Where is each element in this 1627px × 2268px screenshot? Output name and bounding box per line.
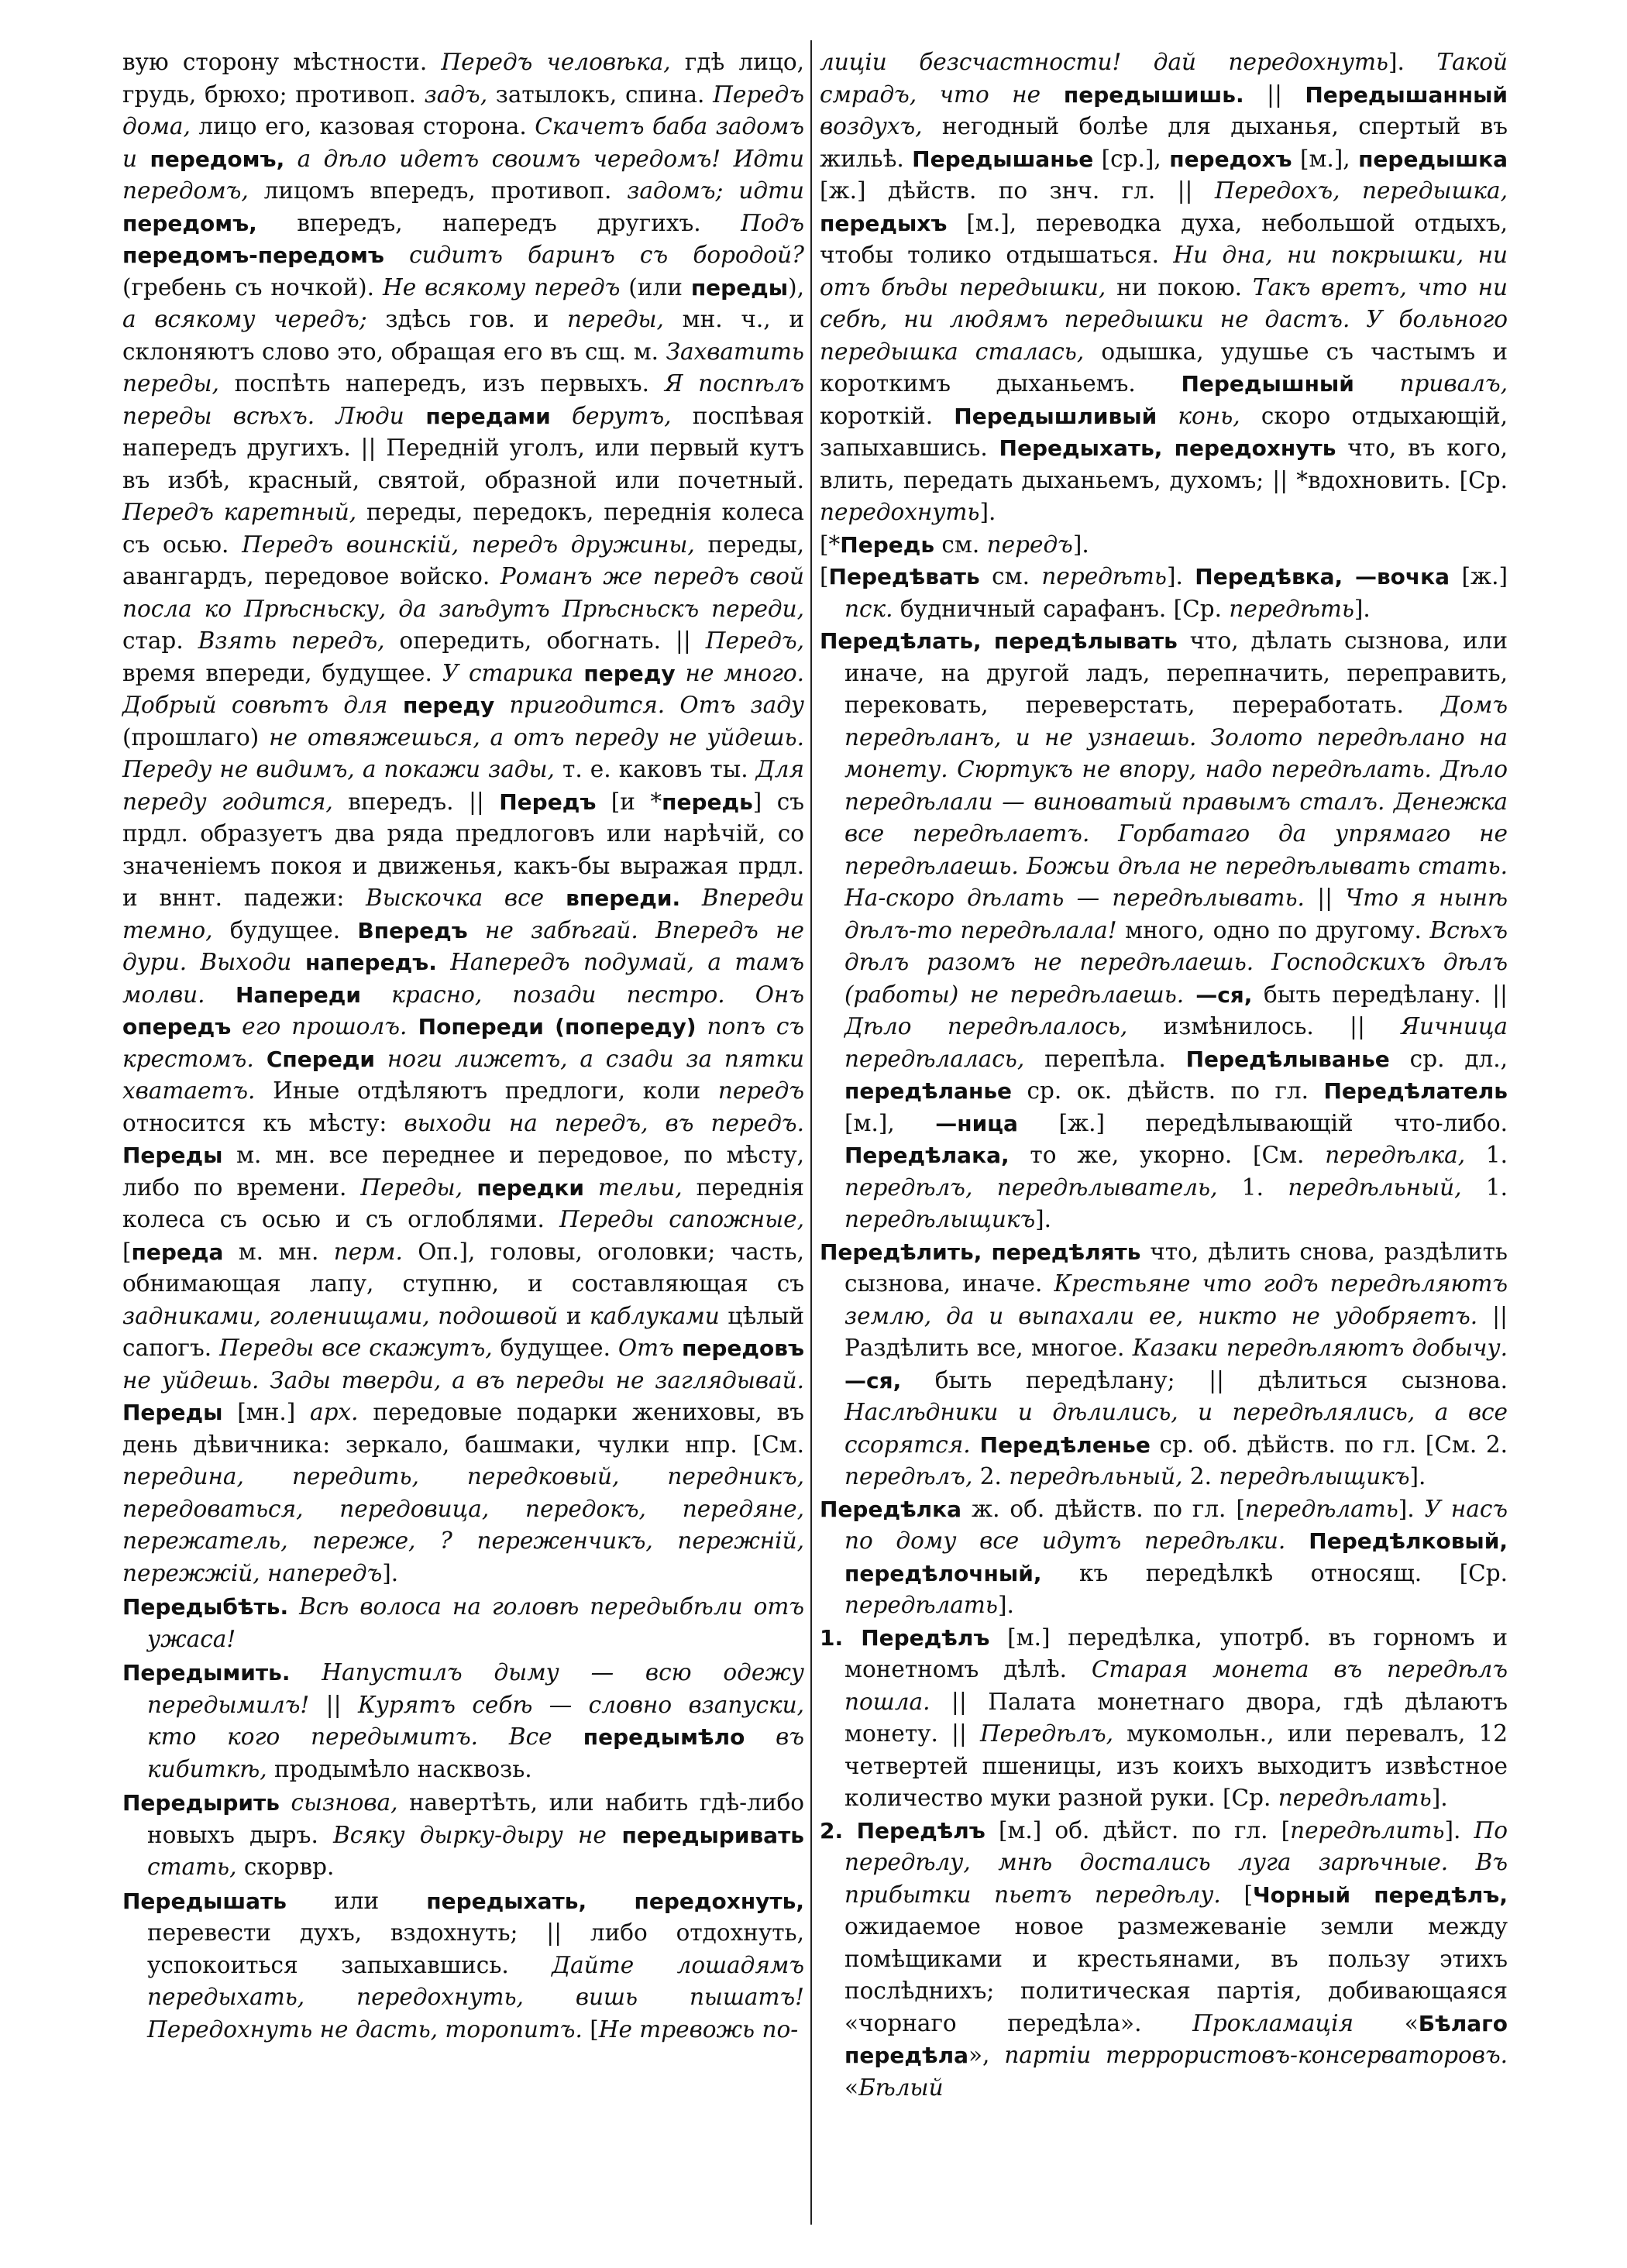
example-text: а всякому чередъ; — [122, 306, 367, 332]
definition-text: м. мн. все переднее и передовое, по мѣсту, либо по времени. — [122, 1142, 804, 1201]
definition-text: вую сторону мѣстности. — [122, 49, 442, 75]
example-text: Передѣлъ, — [979, 1720, 1114, 1747]
example-text: Для переду годится, — [122, 756, 804, 815]
headword: Передышать — [122, 1888, 287, 1914]
headword: Передѣлатель — [1323, 1078, 1508, 1104]
headword: Передѣлака, — [844, 1143, 1010, 1168]
definition-text: ]. — [1398, 1495, 1425, 1522]
definition-text: поспѣвая напередъ другихъ. || Передній уголъ, или первый кутъ въ избѣ, красный, святой, образной или почетный. — [122, 402, 804, 493]
example-text: не отвяжешься, а отъ переду не уйдешь. Переду не видимъ, а покажи зады, — [122, 723, 804, 782]
headword: передь — [662, 789, 753, 815]
definition-text: впередъ, напередъ другихъ. — [256, 209, 741, 236]
headword: Передѣвка, —вочка — [1195, 564, 1450, 589]
headword: —ница — [935, 1110, 1018, 1136]
example-text: передохнуть — [820, 499, 980, 525]
example-text: передѣлать — [1244, 1495, 1398, 1522]
headword: Передѣлить, передѣлять — [820, 1239, 1141, 1265]
definition-text: (или — [620, 273, 691, 301]
example-text: Курятъ себѣ — словно взапуски, кто кого передымитъ. Все — [147, 1691, 804, 1750]
example-text: Что я нынѣ дѣлъ-то передѣлала! — [844, 885, 1508, 943]
definition-text: одышка, удушье съ частымъ и короткимъ дыханьемъ. — [820, 338, 1508, 397]
definition-text: переды, передокъ, переднія колеса съ осью. — [122, 499, 804, 558]
example-text: привалъ, — [1354, 370, 1508, 397]
definition-text: 1. — [1465, 1142, 1508, 1168]
definition-text: [ — [582, 2015, 599, 2043]
definition-text: что, въ кого, влить, передать дыханьемъ, духомъ; || *вдохновить. [Ср. — [820, 435, 1508, 493]
definition-text: затылокъ, спина. — [487, 81, 714, 108]
definition-text: или — [286, 1887, 427, 1914]
definition-text: и — [558, 1302, 590, 1329]
definition-text: || — [1304, 885, 1346, 911]
headword: передовъ — [673, 1335, 804, 1361]
definition-text: гдѣ лицо, грудь, брюхо; противоп. — [122, 49, 804, 108]
headword: 1. Передѣлъ — [820, 1624, 990, 1651]
definition-text: 1. — [1217, 1174, 1288, 1201]
example-text: передѣлыщикъ — [844, 1206, 1036, 1232]
example-text: Бѣлый — [858, 2074, 944, 2101]
example-text: передѣльный, — [1009, 1463, 1183, 1490]
definition-text: [ср.], — [1093, 145, 1170, 172]
headword: Передъ — [499, 789, 597, 815]
headword: Переды — [122, 1400, 223, 1425]
definition-text: быть передѣлану; || дѣлиться сызнова. — [901, 1366, 1508, 1393]
definition-text: будущее. — [212, 916, 358, 943]
example-text: задъ, — [424, 81, 488, 108]
headword: переды — [690, 274, 789, 301]
dictionary-entry — [820, 625, 1508, 1236]
entry-continuation — [122, 46, 804, 1589]
definition-text: ]. — [1388, 49, 1437, 75]
definition-text: || — [309, 1691, 358, 1718]
definition-text: 1. — [1461, 1174, 1508, 1201]
definition-text: см. — [979, 563, 1042, 589]
headword: передыривать — [606, 1822, 805, 1848]
headword: Передѣленье — [970, 1431, 1151, 1458]
definition-text: негодный болѣе для дыханья, спертый въ жильѣ. — [820, 113, 1508, 172]
example-text: передъ — [986, 531, 1073, 558]
example-text: Отъ — [617, 1335, 674, 1361]
headword: Передѣвать — [828, 564, 980, 589]
definition-text: передовые подарки жениховы, въ день дѣвичника: зеркало, башмаки, чулки нпр. [См. — [122, 1399, 804, 1458]
example-text: Ни дна, ни покрышки, ни отъ бѣды передышки, — [820, 242, 1508, 301]
definition-text: « — [1354, 2009, 1419, 2036]
definition-text: скоро отдыхающій, запыхавшись. — [820, 402, 1508, 461]
dictionary-entry — [122, 1591, 804, 1655]
definition-text: [ж.] передѣлывающій что-либо. — [1017, 1109, 1508, 1136]
example-text: выходи на передъ, въ передъ. — [404, 1109, 804, 1136]
headword: Впередъ — [357, 917, 468, 943]
definition-text: короткій. — [820, 402, 955, 429]
definition-text: [ — [820, 563, 829, 589]
definition-text: 2. — [1182, 1463, 1219, 1490]
headword: переда — [131, 1239, 224, 1265]
definition-text: [мн.] — [222, 1399, 311, 1425]
example-text: Передохъ, передышка, — [1214, 177, 1508, 204]
definition-text: переды, авангардъ, передовое войско. — [122, 531, 805, 589]
dictionary-entry — [122, 1657, 804, 1785]
definition-text: [м.], — [1292, 145, 1359, 172]
definition-text: ]. — [1431, 1785, 1448, 1811]
definition-text: къ передѣлкѣ относящ. [Ср. — [1041, 1559, 1508, 1586]
example-text: Романъ же передъ свой посла ко Прѣсньску, да заѣдутъ Прѣсньскъ переди, — [122, 563, 805, 622]
example-text: Передъ дома, — [122, 81, 804, 139]
headword: —ся, — [844, 1367, 902, 1393]
example-text: не забѣгай. Впередъ не дури. Выходи — [122, 916, 804, 975]
definition-text: навертѣть, или набить гдѣ-либо новыхъ дыръ. — [147, 1789, 805, 1848]
headword: переду — [573, 660, 676, 686]
definition-text: здѣсь гов. и — [366, 306, 568, 332]
definition-text: впередъ. || — [332, 788, 500, 815]
headword: Передь — [840, 531, 935, 558]
dictionary-entry — [820, 1815, 1508, 2105]
example-text: Всѣ волоса на головѣ передыбѣли отъ ужаса! — [147, 1593, 804, 1652]
definition-text: [м.], переводка духа, небольшой отдыхъ, чтобы толико отдышаться. — [820, 209, 1508, 268]
definition-text: ]. — [1354, 595, 1371, 622]
definition-text: ] съ прдл. образуетъ два ряда предлоговъ или нарѣчій, со значеніемъ покоя и движенья, какъ-бы выражая прдл. и вннт. падежи: — [122, 788, 804, 911]
headword: напередъ. — [291, 950, 437, 975]
definition-text: ]. — [1072, 531, 1089, 558]
definition-text: [ — [122, 1238, 132, 1265]
definition-text: ]. — [382, 1559, 399, 1586]
definition-text: цѣлый сапогъ. — [122, 1302, 804, 1361]
headword: передѣланье — [844, 1078, 1013, 1104]
definition-text: переднія колеса съ осью и съ оглоблями. — [122, 1174, 804, 1232]
example-text: партіи террористовъ-консерваторовъ. — [1004, 2042, 1508, 2068]
definition-text: [ — [1220, 1881, 1253, 1908]
example-text: передѣть — [1229, 595, 1354, 622]
headword: Передѣлать, передѣлывать — [820, 628, 1178, 654]
example-text: Казаки передѣляютъ добычу. — [1132, 1335, 1508, 1361]
headword: Передымить. — [122, 1660, 291, 1686]
example-text: Дайте лошадямъ передыхать, передохнуть, вишь пышатъ! Передохнуть не дасть, торопитъ. — [147, 1951, 804, 2043]
example-text: Не всякому передъ — [383, 273, 621, 301]
example-text: берутъ, — [550, 402, 672, 429]
example-text: передѣлка, — [1325, 1142, 1466, 1168]
headword: передомъ-передомъ — [122, 242, 384, 268]
example-text: Взять передъ, — [198, 627, 385, 654]
example-text: арх. — [310, 1399, 359, 1425]
definition-text: поспѣть напередъ, изъ первыхъ. — [218, 370, 665, 397]
headword: передыхать, передохнуть, — [426, 1888, 804, 1914]
definition-text: мукомольн., или перевалъ, 12 четвертей пшеницы, изъ коихъ выходитъ извѣстное количество муки разной руки. [Ср. — [844, 1720, 1508, 1811]
example-text: Передъ воинскій, передъ дружины, — [242, 531, 695, 558]
definition-text: что, дѣлать сызнова, или иначе, на другой ладъ, перепначить, переправить, перековать, переверстать, переработать. — [844, 627, 1508, 718]
example-text: передѣлать — [1278, 1785, 1432, 1811]
definition-text: », — [968, 2042, 1005, 2068]
headword: передыхъ — [820, 210, 948, 236]
headword: Передышанный — [1305, 81, 1508, 108]
example-text: Переды все скажутъ, — [219, 1335, 493, 1361]
definition-text: измѣнилось. || — [1127, 1013, 1402, 1040]
definition-text: что, дѣлить снова, раздѣлить сызнова, иначе. — [844, 1238, 1508, 1297]
example-text: Такъ вретъ, что ни себѣ, ни людямъ передышки не дастъ. У больного передышка сталась, — [820, 273, 1508, 365]
example-text: пск. — [844, 595, 893, 622]
definition-text: ]. — [1166, 563, 1195, 589]
example-text: попъ съ крестомъ. — [122, 1013, 805, 1072]
definition-text: много, одно по другому. — [1116, 916, 1430, 943]
headword: Передыхать, передохнуть — [999, 435, 1336, 461]
definition-text: 2. — [972, 1463, 1010, 1490]
example-text: Напустилъ дыму — всю одежу передымилъ! — [147, 1659, 804, 1718]
example-text: ноги лижетъ, а сзади за пятки хватаетъ. — [122, 1045, 804, 1104]
example-text: У старика — [442, 659, 574, 686]
example-text: пригодится. Отъ заду — [494, 692, 805, 718]
headword: Чорный передѣлъ, — [1252, 1881, 1508, 1908]
example-text: сидитъ баринъ съ бородой? — [384, 242, 804, 268]
example-text: конь, — [1157, 402, 1240, 429]
headword: Бѣлаго передѣла — [844, 2010, 1508, 2068]
headword: 2. Передѣлъ — [820, 1817, 985, 1844]
example-text: Такой смрадъ, что не — [820, 49, 1508, 108]
example-text: Крестьяне что годъ передѣляютъ землю, да и выпахали ее, никто не удобряетъ. — [844, 1270, 1508, 1329]
definition-text: т. е. каковъ ты. — [554, 756, 756, 782]
definition-text: [м.] об. дѣйст. по гл. [ — [985, 1816, 1291, 1844]
definition-text: ни покою. — [1106, 273, 1253, 301]
example-text: Яичница передѣлалась, — [844, 1013, 1508, 1072]
example-text: Старая монета въ передѣлъ пошла. — [844, 1656, 1508, 1715]
headword: Напереди — [205, 981, 361, 1008]
headword: —ся, — [1184, 981, 1253, 1008]
definition-text: продымѣло насквозь. — [267, 1755, 532, 1782]
definition-text: [ж.] дѣйств. по знч. гл. || — [820, 177, 1215, 204]
example-text: красно, позади пестро. Онъ — [360, 981, 804, 1008]
example-text: Не тревожь по- — [598, 2015, 799, 2043]
example-text: передъ — [717, 1077, 804, 1104]
example-text: задомъ; идти — [627, 177, 804, 204]
example-text: задниками, голенищами, подошвой — [122, 1302, 559, 1329]
headword: Передышный — [1181, 371, 1354, 397]
example-text: Передъ каретный, — [122, 499, 357, 525]
definition-text: то же, укорно. [См. — [1009, 1142, 1326, 1168]
example-text: Переды, — [360, 1174, 463, 1201]
example-text: передѣлъ, передѣлыватель, — [844, 1174, 1218, 1201]
dictionary-entry — [820, 1493, 1508, 1622]
headword: Передышливый — [954, 403, 1157, 429]
definition-text: перевести духъ, вздохнуть; || либо отдохнуть, успокоиться запыхавшись. — [147, 1919, 804, 1978]
example-text: передѣлить — [1290, 1816, 1445, 1844]
example-text: Скачетъ баба задомъ и — [122, 113, 804, 172]
definition-text: [м.], — [844, 1109, 936, 1136]
headword: Передѣлка — [820, 1496, 962, 1522]
example-text: Передъ, — [705, 627, 804, 654]
example-text: сызнова, — [280, 1789, 398, 1816]
example-text: Подъ — [741, 209, 804, 236]
definition-text: быть передѣлану. || — [1252, 981, 1508, 1008]
example-text: Всѣхъ дѣлъ разомъ не передѣлаешь. Господскихъ дѣлъ (работы) не передѣлаешь. — [844, 916, 1508, 1008]
dictionary-entry — [820, 1622, 1508, 1815]
definition-text: || Палата монетнаго двора, гдѣ дѣлаютъ монету. || — [844, 1688, 1508, 1747]
example-text: каблуками — [590, 1302, 720, 1329]
dictionary-entry — [820, 561, 1508, 625]
definition-text: ср. дл., — [1389, 1045, 1508, 1072]
example-text: не уйдешь. Зады тверди, а въ переды не заглядывай. — [122, 1366, 804, 1393]
example-text: Дѣло передѣлалось, — [844, 1013, 1128, 1040]
definition-text: (прошлаго) — [122, 723, 270, 751]
headword: передомъ, — [122, 210, 257, 236]
headword: передохъ — [1169, 146, 1292, 172]
example-text: Выскочка все — [366, 885, 545, 911]
definition-text: ]. — [1444, 1816, 1474, 1844]
headword: переду — [387, 692, 495, 718]
example-text: Домъ передѣланъ, и не узнаешь. Золото передѣлано на монету. Сюртукъ не впору, надо передѣлать. Дѣло передѣлали — виноватый правымъ сталъ. Денежка все передѣлаетъ. Горбатаго да упрямаго не передѣлаешь. Божьи дѣла не передѣлывать стать. На-скоро дѣлать — передѣлывать. — [844, 692, 1508, 911]
example-text: передѣлать — [844, 1592, 998, 1618]
definition-text: ), — [788, 273, 805, 301]
headword: впереди. — [544, 885, 681, 911]
definition-text: см. — [934, 531, 987, 558]
definition-text: ожидаемое новое размежеваніе земли между помѣщиками и крестьянами, въ пользу этихъ послѣднихъ; политическая партія, добивающаяся «чорнаго передѣла». — [844, 1913, 1508, 2036]
example-text: У насъ по дому все идутъ передѣлки. — [844, 1495, 1508, 1554]
headword: опередъ — [122, 1014, 232, 1040]
definition-text: мн. ч., и склоняютъ слово это, обращая его въ сщ. м. — [122, 306, 804, 365]
definition-text: ]. — [1035, 1206, 1052, 1232]
example-text: лиціи безсчастности! дай передохнуть — [820, 49, 1388, 75]
example-text: Наслѣдники и дѣлились, и передѣлялись, а все ссорятся. — [844, 1399, 1508, 1458]
example-text: Передъ человѣка, — [441, 49, 671, 75]
definition-text: перепѣла. — [1024, 1045, 1186, 1072]
definition-text: стар. — [122, 627, 198, 654]
headword: Попереди (попереду) — [407, 1014, 697, 1040]
example-text: Всяку дырку-дыру не — [333, 1821, 607, 1848]
left-column — [122, 46, 804, 2046]
definition-text: (гребень съ ночкой). — [122, 273, 383, 301]
example-text: передѣть — [1041, 563, 1167, 589]
definition-text: ]. — [979, 499, 996, 525]
definition-text: ж. об. дѣйств. по гл. [ — [961, 1495, 1245, 1522]
definition-text: лицомъ впередъ, противоп. — [248, 177, 628, 204]
example-text: переды, — [567, 306, 664, 332]
example-text: Захватить переды, — [122, 338, 804, 397]
dictionary-entry — [122, 1787, 804, 1884]
example-text: воздухъ, — [820, 113, 923, 139]
definition-text: [ж.] — [1450, 563, 1508, 589]
definition-text: ср. об. дѣйств. по гл. [См. 2. — [1150, 1431, 1508, 1458]
right-column — [820, 46, 1508, 2104]
headword: передами — [404, 403, 551, 429]
definition-text: относится къ мѣсту: — [122, 1109, 404, 1136]
example-text: Впереди темно, — [122, 885, 804, 943]
definition-text: будничный сарафанъ. [Ср. — [893, 595, 1230, 622]
definition-text: || — [1243, 81, 1305, 108]
headword: Передышанье — [912, 146, 1094, 172]
definition-text: [и * — [596, 788, 662, 815]
column-divider — [810, 40, 812, 2225]
definition-text: опередить, обогнать. || — [384, 627, 706, 654]
example-text: передина, передить, передковый, передникъ, передоваться, передовица, передокъ, передяне, пережатель, переже, ? переженчикъ, пережній, пережжій, напередъ — [122, 1463, 804, 1586]
definition-text: Иные отдѣляютъ предлоги, коли — [255, 1077, 718, 1104]
definition-text: ]. — [997, 1592, 1014, 1618]
headword: передышишь. — [1041, 81, 1244, 108]
definition-text: лицо его, казовая сторона. — [190, 113, 535, 139]
headword: Переды — [122, 1143, 223, 1168]
example-text: передѣльный, — [1288, 1174, 1462, 1201]
definition-text: время впереди, будущее. — [122, 659, 442, 686]
example-text: въ кибиткѣ, — [147, 1723, 804, 1782]
headword: Передѣлыванье — [1185, 1046, 1390, 1072]
example-text: передѣлъ, — [844, 1463, 973, 1490]
headword: передышка — [1358, 146, 1508, 172]
dictionary-entry — [820, 1236, 1508, 1493]
definition-text: [м.] передѣлка, употрб. въ горномъ и монетномъ дѣлѣ. — [844, 1624, 1508, 1682]
headword: передымѣло — [552, 1724, 745, 1750]
definition-text: || Раздѣлить все, многое. — [844, 1302, 1508, 1361]
definition-text: будущее. — [492, 1335, 618, 1361]
example-text: а дѣло идетъ своимъ чередомъ! Идти передомъ, — [122, 145, 804, 204]
dictionary-entry — [820, 529, 1508, 562]
example-text: По передѣлу, мнѣ достались луга зарѣчные. Въ прибытки пьетъ передѣлу. — [844, 1816, 1508, 1908]
definition-text: м. мн. — [223, 1238, 334, 1265]
definition-text: ]. — [1409, 1463, 1426, 1490]
example-text: его прошолъ. — [231, 1013, 408, 1040]
headword: передомъ, — [150, 146, 285, 172]
headword: Передѣлковый, передѣлочный, — [844, 1528, 1508, 1586]
definition-text: ср. ок. дѣйств. по гл. — [1012, 1077, 1324, 1104]
example-text: тельи, — [584, 1174, 683, 1201]
definition-text: Оп.], головы, оголовки; часть, обнимающая лапу, ступню, и составляющая съ — [122, 1238, 804, 1297]
headword: передки — [463, 1174, 585, 1201]
definition-text: « — [844, 2074, 859, 2101]
definition-text: [* — [820, 531, 841, 558]
dictionary-entry — [122, 1885, 804, 2046]
example-text: Напередъ подумай, а тамъ молви. — [122, 949, 804, 1008]
example-text: не много. Добрый совѣтъ для — [122, 659, 805, 718]
headword: Спереди — [253, 1046, 376, 1072]
example-text: Прокламація — [1192, 2009, 1354, 2036]
entry-continuation — [820, 46, 1508, 529]
headword: Передырить — [122, 1790, 280, 1816]
example-text: Я поспѣлъ переды всѣхъ. Люди — [122, 370, 805, 429]
headword: Передыбѣть. — [122, 1594, 289, 1620]
definition-text: скорвр. — [236, 1854, 335, 1880]
example-text: Переды сапожные, — [559, 1206, 804, 1232]
example-text: перм. — [333, 1238, 403, 1265]
example-text: стать, — [147, 1854, 237, 1880]
example-text: передѣлыщикъ — [1219, 1463, 1410, 1490]
